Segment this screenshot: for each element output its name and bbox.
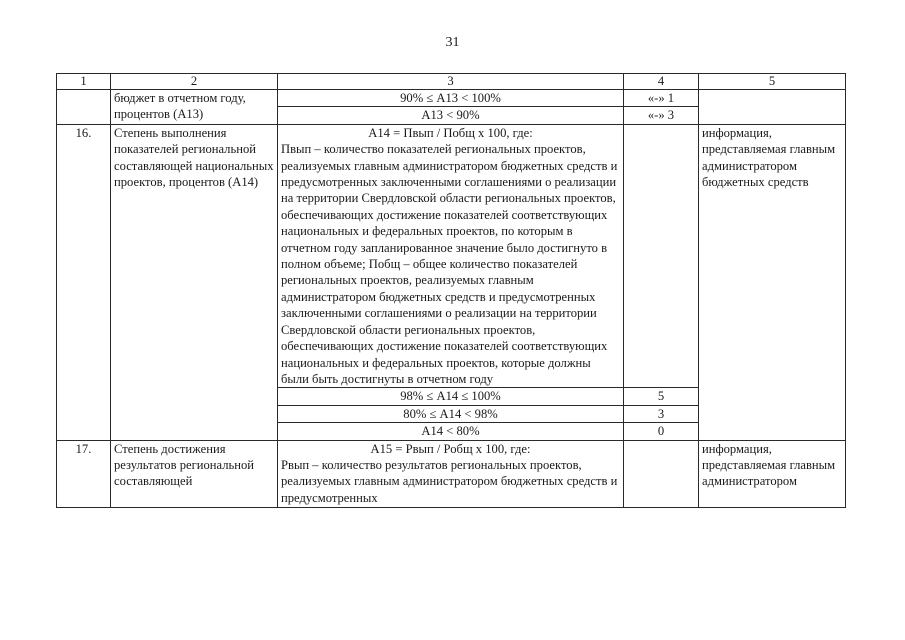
- range-score-cell: 0: [624, 423, 699, 440]
- header-cell-3: 3: [278, 74, 624, 90]
- range-score-cell: «-» 3: [624, 107, 699, 124]
- source-cell: информация, представляемая главным администратором бюджетных средств: [699, 124, 846, 440]
- header-cell-1: 1: [57, 74, 111, 90]
- criteria-table: [56, 73, 846, 508]
- range-condition-cell: А14 < 80%: [278, 423, 624, 440]
- calculation-cell: [278, 124, 624, 388]
- header-cell-4: 4: [624, 74, 699, 90]
- row-number-cell: 17.: [57, 440, 111, 507]
- formula-text: А14 = Пвып / Побщ х 100, где:: [368, 125, 533, 140]
- source-text: информация, представляемая главным администратором: [702, 441, 836, 489]
- calculation-content: [281, 441, 620, 507]
- row-number-cell: [57, 90, 111, 125]
- calculation-cell: [278, 440, 624, 507]
- indicator-name-cell: Степень выполнения показателей региональной составляющей национальных проектов, процентов (А14): [111, 124, 278, 440]
- table-row: [57, 124, 846, 388]
- indicator-name-text: Степень достижения результатов региональной составляющей: [114, 441, 255, 489]
- range-score-cell: «-» 1: [624, 90, 699, 107]
- range-condition-cell: 90% ≤ А13 < 100%: [278, 90, 624, 107]
- score-cell: [624, 124, 699, 388]
- source-cell: [699, 90, 846, 125]
- formula-text: А15 = Рвып / Робщ х 100, где:: [370, 441, 531, 456]
- header-cell-5: 5: [699, 74, 846, 90]
- formula-description: Рвып – количество результатов региональных проектов, реализуемых главным администратором бюджетных средств и предусмотренных: [281, 457, 618, 505]
- source-cell: [699, 440, 846, 507]
- range-score-cell: 5: [624, 388, 699, 405]
- table-header-row: [57, 74, 846, 90]
- range-condition-cell: 80% ≤ А14 < 98%: [278, 405, 624, 422]
- score-cell: [624, 440, 699, 507]
- page-number: 31: [445, 35, 460, 50]
- indicator-name-cell: бюджет в отчетном году, процентов (А13): [111, 90, 278, 125]
- range-condition-cell: А13 < 90%: [278, 107, 624, 124]
- range-condition-cell: 98% ≤ А14 ≤ 100%: [278, 388, 624, 405]
- range-score-cell: 3: [624, 405, 699, 422]
- formula-description: Пвып – количество показателей региональных проектов, реализуемых главным администратором бюджетных средств и предусмотренных заключенными соглашениями о реализации на территории Свердловской области региональных проектов, обеспечивающих достижение показателей соответствующих национальных и федеральных проектов, по которым в отчетном году запланированное значение было достигнуто в полном объеме; Побщ – общее количество показателей региональных проектов, реализуемых главным администратором бюджетных средств и предусмотренных заключенными соглашениями о реализации на территории Свердловской области региональных проектов, обеспечивающих достижение показателей соответствующих национальных и федеральных проектов, которые должны были быть достигнуты в отчетном году: [281, 142, 618, 386]
- row-number-cell: 16.: [57, 124, 111, 440]
- header-cell-2: 2: [111, 74, 278, 90]
- indicator-name-cell: [111, 440, 278, 507]
- table-row: [57, 440, 846, 507]
- table-row: [57, 90, 846, 107]
